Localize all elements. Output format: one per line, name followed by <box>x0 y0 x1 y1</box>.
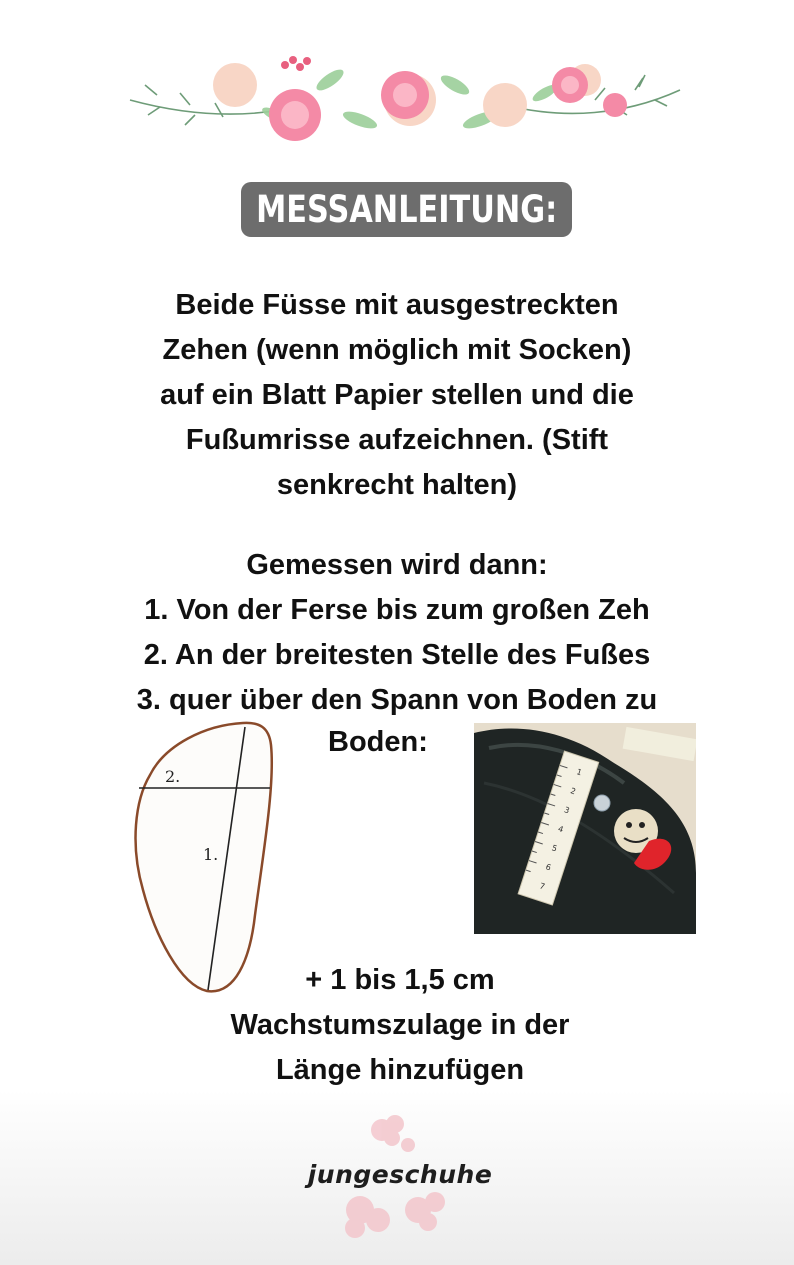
tape-number: 7 <box>538 881 546 892</box>
brand-name: jungeschuhe <box>307 1160 493 1189</box>
tape-number: 3 <box>563 805 571 816</box>
intro-line: auf ein Blatt Papier stellen und die <box>160 379 634 411</box>
shoe-measuring-photo <box>474 723 696 934</box>
title-badge <box>241 182 572 237</box>
allowance-line: + 1 bis 1,5 cm <box>305 964 495 996</box>
measurement-steps <box>40 543 754 723</box>
intro-line: Zehen (wenn möglich mit Socken) <box>162 334 632 366</box>
measure-step-2: 2. An der breitesten Stelle des Fußes <box>143 639 651 671</box>
allowance-line: Wachstumszulage in der <box>230 1009 570 1041</box>
tape-number: 1 <box>575 767 584 778</box>
tape-number: 2 <box>569 786 577 797</box>
intro-line: Beide Füsse mit ausgestreckten <box>175 289 619 321</box>
measure-step-3: 3. quer über den Spann von Boden zu <box>136 684 658 716</box>
page-title: MESSANLEITUNG: <box>255 188 558 231</box>
intro-instructions <box>40 283 754 508</box>
growth-allowance-note <box>160 958 640 1093</box>
tape-number: 5 <box>550 843 559 854</box>
diagram-label-length: 1. <box>203 845 219 864</box>
measure-heading: Gemessen wird dann: <box>246 549 548 581</box>
intro-line: senkrecht halten) <box>276 469 518 501</box>
diagram-label-width: 2. <box>165 767 181 786</box>
intro-line: Fußumrisse aufzeichnen. (Stift <box>185 424 609 456</box>
tape-number: 6 <box>544 862 553 873</box>
measure-step-1: 1. Von der Ferse bis zum großen Zeh <box>144 594 650 626</box>
allowance-line: Länge hinzufügen <box>275 1054 525 1086</box>
floral-garland-decoration <box>125 45 685 150</box>
tape-number: 4 <box>556 824 565 835</box>
measure-step-3-continued: Boden: <box>328 726 428 758</box>
